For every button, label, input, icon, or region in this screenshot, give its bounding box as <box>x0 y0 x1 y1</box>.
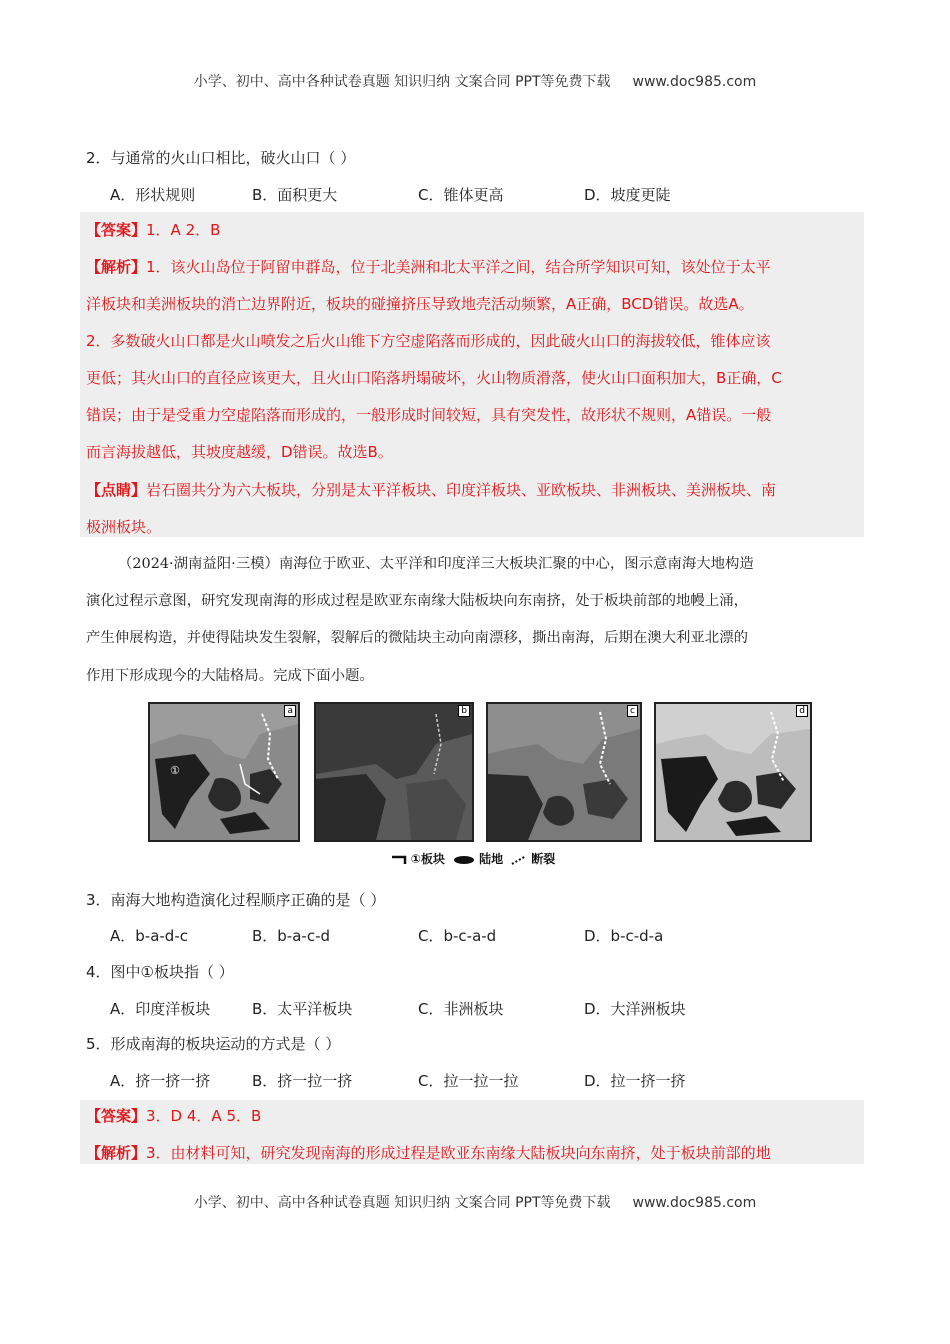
page-header <box>0 71 950 91</box>
dianjing-line-2: 极洲板块。 <box>86 518 162 536</box>
header-url[interactable]: www.doc985.com <box>632 74 757 90</box>
header-text: 小学、初中、高中各种试卷真题 知识归纳 文案合同 PPT等免费下载 <box>193 74 611 90</box>
q3-option-d: D．b-c-d-a <box>584 927 664 945</box>
footer-url[interactable]: www.doc985.com <box>632 1195 757 1211</box>
plate-symbol-icon <box>391 855 407 865</box>
map-d <box>654 702 812 842</box>
answer-2 <box>86 1105 261 1126</box>
answer-1 <box>86 219 220 240</box>
q4-option-c: C．非洲板块 <box>418 1000 504 1018</box>
material-line-2: 演化过程示意图，研究发现南海的形成过程是欧亚东南缘大陆板块向东南挤，处于板块前部的地幔上涌， <box>86 593 748 609</box>
map-c-drawing <box>488 704 640 840</box>
map-a <box>148 702 300 842</box>
analysis-2-line-1 <box>86 1142 771 1163</box>
answer-2-text: 3．D 4．A 5．B <box>146 1107 262 1125</box>
q4-stem: 4．图中①板块指（ ） <box>86 963 234 981</box>
answer-text: 1．A 2．B <box>146 221 221 239</box>
q2-option-a: A．形状规则 <box>110 186 196 204</box>
analysis-text: 1．该火山岛位于阿留申群岛，位于北美洲和北太平洋之间，结合所学知识可知，该处位于太平 <box>146 258 771 276</box>
analysis-label: 【解析】 <box>86 258 147 276</box>
q5-option-c: C．拉一拉一拉 <box>418 1072 519 1090</box>
land-symbol-icon <box>453 855 475 865</box>
legend-fault: 断裂 <box>531 852 556 866</box>
footer-text: 小学、初中、高中各种试卷真题 知识归纳 文案合同 PPT等免费下载 <box>193 1195 611 1211</box>
q4-option-a: A．印度洋板块 <box>110 1000 211 1018</box>
q4-option-b: B．太平洋板块 <box>252 1000 353 1018</box>
q5-option-a: A．挤一挤一挤 <box>110 1072 211 1090</box>
analysis-2-label: 【解析】 <box>86 1144 147 1162</box>
material-line-1: （2024·湖南益阳·三模）南海位于欧亚、太平洋和印度洋三大板块汇聚的中心，图示意南海大地构造 <box>118 556 754 572</box>
map-d-drawing <box>656 704 810 840</box>
map-b <box>314 702 474 842</box>
q4-option-d: D．大洋洲板块 <box>584 1000 686 1018</box>
analysis-1-line-6: 而言海拔越低，其坡度越缓，D错误。故选B。 <box>86 443 393 461</box>
q3-option-a: A．b-a-d-c <box>110 927 188 945</box>
analysis-1-line-5: 错误；由于是受重力空虚陷落而形成的，一般形成时间较短，具有突发性，故形状不规则，A错误。一般 <box>86 406 772 424</box>
q5-option-d: D．拉一挤一挤 <box>584 1072 686 1090</box>
q2-option-d: D．坡度更陡 <box>584 186 671 204</box>
map-b-tag: b <box>458 705 470 717</box>
map-b-drawing <box>316 704 472 840</box>
dianjing-label: 【点睛】 <box>86 481 147 499</box>
map-c <box>486 702 642 842</box>
q5-stem: 5．形成南海的板块运动的方式是（ ） <box>86 1035 341 1053</box>
map-a-tag: a <box>284 705 296 717</box>
material-line-3: 产生伸展构造，并使得陆块发生裂解，裂解后的微陆块主动向南漂移，撕出南海，后期在澳大利亚北漂的 <box>86 630 748 646</box>
analysis-1-line-2: 洋板块和美洲板块的消亡边界附近，板块的碰撞挤压导致地壳活动频繁，A正确，BCD错误。故选A。 <box>86 295 754 313</box>
map-a-drawing <box>150 704 298 840</box>
q5-option-b: B．挤一拉一挤 <box>252 1072 353 1090</box>
dianjing-text: 岩石圈共分为六大板块，分别是太平洋板块、印度洋板块、亚欧板块、非洲板块、美洲板块、南 <box>146 481 777 499</box>
map-d-tag: d <box>796 705 808 717</box>
analysis-1-line-1 <box>86 256 771 277</box>
analysis-2-text: 3．由材料可知，研究发现南海的形成过程是欧亚东南缘大陆板块向东南挤，处于板块前部的地 <box>146 1144 771 1162</box>
q2-option-c: C．锥体更高 <box>418 186 504 204</box>
legend-land: 陆地 <box>479 852 504 866</box>
legend-plate: ①板块 <box>410 852 445 866</box>
map-a-label: ① <box>170 764 180 777</box>
analysis-1-line-4: 更低；其火山口的直径应该更大，且火山口陷落坍塌破坏，火山物质滑落，使火山口面积加大，B正确，C <box>86 369 782 387</box>
map-legend <box>0 850 950 867</box>
analysis-1-line-3: 2．多数破火山口都是火山喷发之后火山锥下方空虚陷落而形成的，因此破火山口的海拔较低，锥体应该 <box>86 332 771 350</box>
q3-stem: 3．南海大地构造演化过程顺序正确的是（ ） <box>86 891 386 909</box>
map-c-tag: c <box>627 705 638 717</box>
q2-option-b: B．面积更大 <box>252 186 338 204</box>
q3-option-c: C．b-c-a-d <box>418 927 497 945</box>
fault-symbol-icon <box>511 855 527 865</box>
q3-option-b: B．b-a-c-d <box>252 927 331 945</box>
page-footer <box>0 1192 950 1212</box>
material-line-4: 作用下形成现今的大陆格局。完成下面小题。 <box>86 668 374 684</box>
answer-label: 【答案】 <box>86 221 147 239</box>
q2-stem: 2．与通常的火山口相比，破火山口（ ） <box>86 149 356 167</box>
dianjing-line-1 <box>86 479 776 500</box>
answer-2-label: 【答案】 <box>86 1107 147 1125</box>
